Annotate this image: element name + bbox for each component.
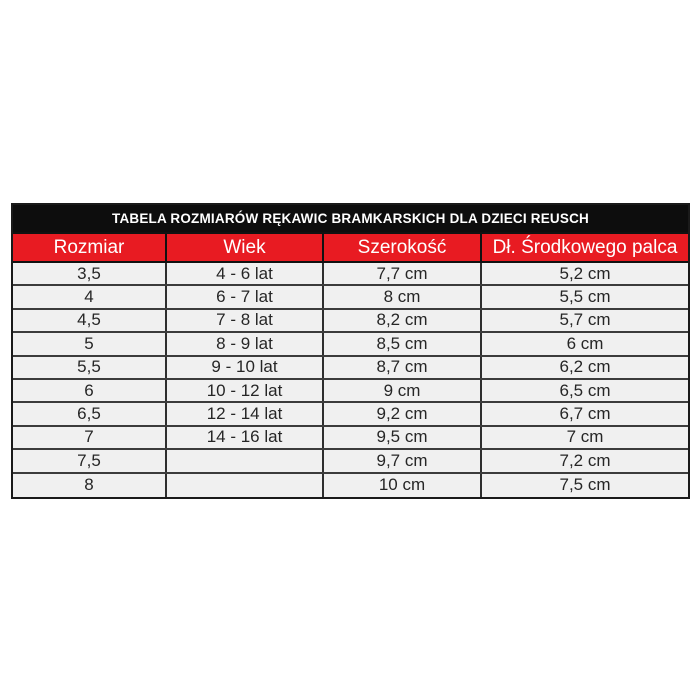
cell-size: 7 xyxy=(84,427,94,447)
table-row xyxy=(13,450,688,473)
cell-size: 5 xyxy=(84,333,94,353)
cell-age: 4 - 6 lat xyxy=(165,263,322,284)
cell-size: 6 xyxy=(84,380,94,400)
table-row xyxy=(13,427,688,450)
cell-width: 8,5 cm xyxy=(322,333,480,354)
cell-age xyxy=(165,474,322,497)
cell-age: 12 - 14 lat xyxy=(165,403,322,424)
cell-age: 10 - 12 lat xyxy=(165,380,322,401)
cell-finger-length: 7 cm xyxy=(480,427,688,448)
cell-size: 4 xyxy=(84,287,94,307)
cell-width: 9,7 cm xyxy=(322,450,480,471)
table-row xyxy=(13,333,688,356)
cell-size: 5,5 xyxy=(77,357,101,377)
cell-size: 6,5 xyxy=(77,404,101,424)
table-row xyxy=(13,474,688,497)
glove-size-table xyxy=(11,203,690,499)
table-header-row xyxy=(13,232,688,263)
cell-width: 8,2 cm xyxy=(322,310,480,331)
cell-finger-length: 5,7 cm xyxy=(480,310,688,331)
cell-age xyxy=(165,450,322,471)
cell-finger-length: 7,5 cm xyxy=(480,474,688,497)
cell-size: 3,5 xyxy=(77,263,101,283)
cell-finger-length: 5,5 cm xyxy=(480,286,688,307)
table-title: TABELA ROZMIARÓW RĘKAWIC BRAMKARSKICH DLA DZIECI REUSCH xyxy=(112,211,589,226)
table-row xyxy=(13,357,688,380)
cell-age: 6 - 7 lat xyxy=(165,286,322,307)
cell-width: 9 cm xyxy=(322,380,480,401)
cell-finger-length: 6 cm xyxy=(480,333,688,354)
cell-finger-length: 6,5 cm xyxy=(480,380,688,401)
cell-size: 7,5 xyxy=(77,450,101,470)
table-row xyxy=(13,263,688,286)
table-row xyxy=(13,403,688,426)
column-header-rozmiar: Rozmiar xyxy=(53,236,125,258)
table-row xyxy=(13,380,688,403)
column-header-wiek: Wiek xyxy=(165,234,322,261)
column-header-dl-srodkowego-palca: Dł. Środkowego palca xyxy=(480,234,688,261)
cell-finger-length: 5,2 cm xyxy=(480,263,688,284)
cell-size: 4,5 xyxy=(77,310,101,330)
cell-width: 9,2 cm xyxy=(322,403,480,424)
cell-width: 8,7 cm xyxy=(322,357,480,378)
cell-finger-length: 6,2 cm xyxy=(480,357,688,378)
cell-width: 8 cm xyxy=(322,286,480,307)
table-row xyxy=(13,310,688,333)
cell-finger-length: 7,2 cm xyxy=(480,450,688,471)
cell-width: 10 cm xyxy=(322,474,480,497)
cell-age: 7 - 8 lat xyxy=(165,310,322,331)
cell-finger-length: 6,7 cm xyxy=(480,403,688,424)
cell-width: 7,7 cm xyxy=(322,263,480,284)
table-title-bar xyxy=(13,205,688,232)
cell-width: 9,5 cm xyxy=(322,427,480,448)
cell-age: 9 - 10 lat xyxy=(165,357,322,378)
cell-age: 8 - 9 lat xyxy=(165,333,322,354)
cell-age: 14 - 16 lat xyxy=(165,427,322,448)
column-header-szerokosc: Szerokość xyxy=(322,234,480,261)
table-row xyxy=(13,286,688,309)
cell-size: 8 xyxy=(84,475,94,495)
